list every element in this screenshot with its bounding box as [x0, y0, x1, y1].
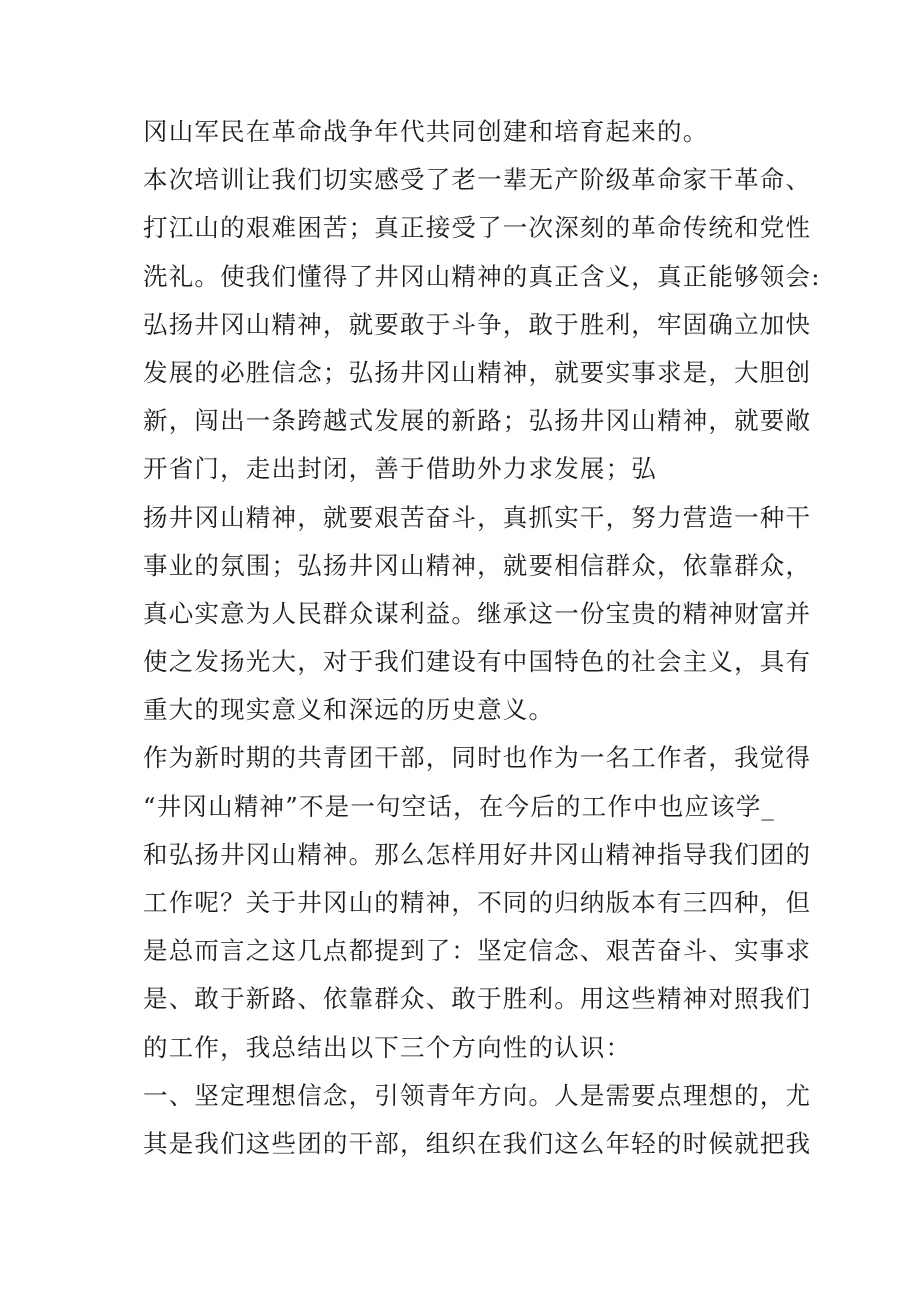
text-line: 其是我们这些团的干部，组织在我们这么年轻的时候就把我	[143, 1128, 812, 1158]
text-line: 扬井冈山精神，就要艰苦奋斗，真抓实干，努力营造一种干	[143, 502, 812, 532]
text-line: 重大的现实意义和深远的历史意义。	[143, 695, 555, 725]
text-line: 一、坚定理想信念，引领青年方向。人是需要点理想的，尤	[143, 1080, 812, 1110]
text-line: 真心实意为人民群众谋利益。继承这一份宝贵的精神财富并	[143, 598, 812, 628]
text-line: 工作呢？关于井冈山的精神，不同的归纳版本有三四种，但	[143, 888, 812, 917]
text-line: 是总而言之这几点都提到了：坚定信念、艰苦奋斗、实事求	[143, 936, 812, 966]
text-line: 和弘扬井冈山精神。那么怎样用好井冈山精神指导我们团的	[143, 839, 812, 869]
text-line: 洗礼。使我们懂得了井冈山精神的真正含义，真正能够领会:	[143, 261, 821, 291]
document-body	[143, 108, 821, 1168]
text-line: 发展的必胜信念；弘扬井冈山精神，就要实事求是，大胆创	[143, 357, 812, 387]
text-line: 使之发扬光大，对于我们建设有中国特色的社会主义，具有	[143, 647, 812, 677]
text-line: 是、敢于新路、依靠群众、敢于胜利。用这些精神对照我们	[143, 984, 812, 1014]
text-line: 弘扬井冈山精神，就要敢于斗争，敢于胜利，牢固确立加快	[143, 309, 812, 339]
text-line: 打江山的艰难困苦；真正接受了一次深刻的革命传统和党性	[143, 213, 812, 243]
text-line: 冈山军民在革命战争年代共同创建和培育起来的。	[143, 117, 709, 146]
text-line: 开省门，走出封闭，善于借助外力求发展；弘	[143, 454, 657, 484]
text-line: 的工作，我总结出以下三个方向性的认识：	[143, 1032, 632, 1062]
text-line: 作为新时期的共青团干部，同时也作为一名工作者，我觉得	[143, 743, 812, 773]
text-line: 新，闯出一条跨越式发展的新路；弘扬井冈山精神，就要敞	[143, 406, 812, 436]
text-line: 事业的氛围；弘扬井冈山精神，就要相信群众，依靠群众，	[143, 550, 812, 580]
text-line: “井冈山精神”不是一句空话，在今后的工作中也应该学_	[143, 791, 775, 821]
text-line: 本次培训让我们切实感受了老一辈无产阶级革命家干革命、	[143, 165, 812, 195]
